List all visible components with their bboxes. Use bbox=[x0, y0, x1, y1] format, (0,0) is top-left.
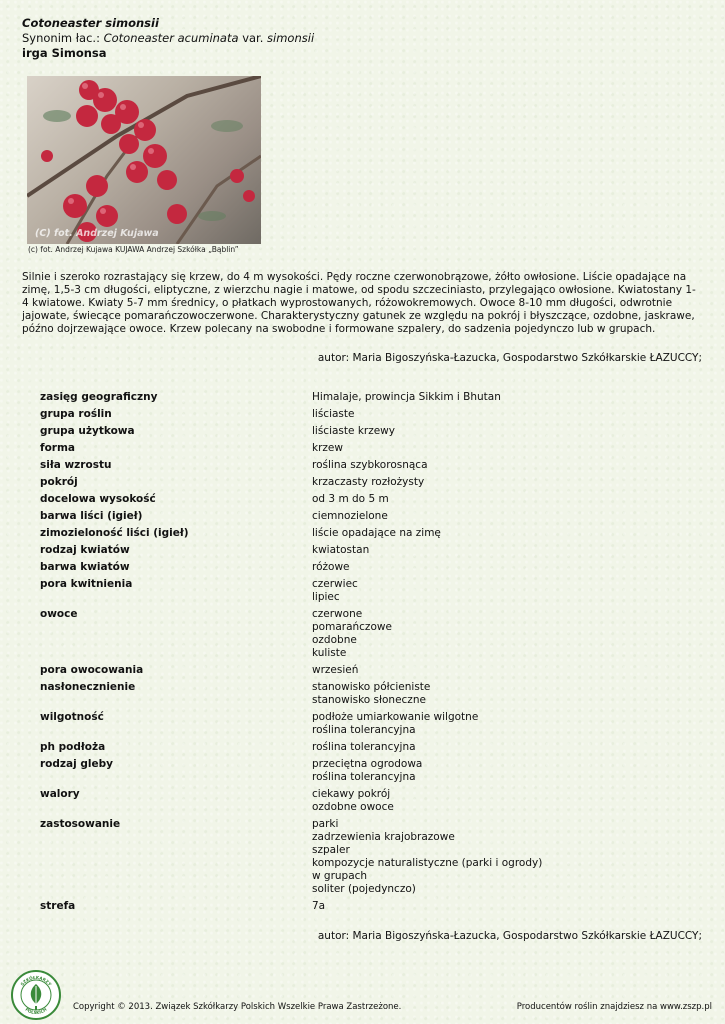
property-values bbox=[312, 476, 680, 489]
property-label: walory bbox=[40, 788, 80, 800]
property-value: kuliste bbox=[312, 647, 347, 659]
property-value: roślina szybkorosnąca bbox=[312, 459, 428, 471]
property-value: stanowisko półcieniste bbox=[312, 681, 431, 693]
property-label: rodzaj gleby bbox=[40, 758, 113, 770]
polish-name: irga Simonsa bbox=[22, 46, 107, 60]
plant-photo bbox=[27, 76, 261, 244]
property-value: ciemnozielone bbox=[312, 510, 388, 522]
property-values bbox=[312, 608, 680, 660]
property-value: stanowisko słoneczne bbox=[312, 694, 426, 706]
property-label: barwa kwiatów bbox=[40, 561, 130, 573]
property-value: od 3 m do 5 m bbox=[312, 493, 389, 505]
property-value: ozdobne owoce bbox=[312, 801, 394, 813]
property-row bbox=[40, 608, 680, 660]
property-value: liściaste krzewy bbox=[312, 425, 395, 437]
property-values bbox=[312, 510, 680, 523]
property-values bbox=[312, 391, 680, 404]
property-row bbox=[40, 476, 680, 489]
property-row bbox=[40, 681, 680, 707]
property-values bbox=[312, 900, 680, 913]
property-label: siła wzrostu bbox=[40, 459, 112, 471]
property-label: grupa roślin bbox=[40, 408, 112, 420]
property-values bbox=[312, 459, 680, 472]
property-row bbox=[40, 578, 680, 604]
plant-header bbox=[22, 16, 314, 61]
property-values bbox=[312, 527, 680, 540]
property-value: roślina tolerancyjna bbox=[312, 771, 416, 783]
property-value: różowe bbox=[312, 561, 350, 573]
property-row bbox=[40, 408, 680, 421]
property-value: w grupach bbox=[312, 870, 368, 882]
property-row bbox=[40, 425, 680, 438]
property-row bbox=[40, 741, 680, 754]
property-value: krzaczasty rozłożysty bbox=[312, 476, 425, 488]
property-row bbox=[40, 788, 680, 814]
synonym-line bbox=[22, 31, 314, 46]
property-row bbox=[40, 442, 680, 455]
property-value: parki bbox=[312, 818, 339, 830]
property-row bbox=[40, 900, 680, 913]
property-label: pora kwitnienia bbox=[40, 578, 133, 590]
property-value: krzew bbox=[312, 442, 343, 454]
synonym-name: Cotoneaster acuminata bbox=[103, 31, 239, 45]
property-values bbox=[312, 408, 680, 421]
property-label: docelowa wysokość bbox=[40, 493, 156, 505]
property-row bbox=[40, 391, 680, 404]
photo-caption: (c) fot. Andrzej Kujawa KUJAWA Andrzej Szkółka „Bąblin” bbox=[28, 245, 239, 254]
property-value: soliter (pojedynczo) bbox=[312, 883, 416, 895]
property-label: pokrój bbox=[40, 476, 78, 488]
property-values bbox=[312, 681, 680, 707]
property-value: roślina tolerancyjna bbox=[312, 741, 416, 753]
property-row bbox=[40, 510, 680, 523]
property-value: zadrzewienia krajobrazowe bbox=[312, 831, 455, 843]
property-row bbox=[40, 561, 680, 574]
logo-text-top: SZKÓŁKARZY bbox=[19, 974, 53, 987]
property-label: zimozieloność liści (igieł) bbox=[40, 527, 189, 539]
logo-text-bottom: POLSKICH bbox=[24, 1006, 48, 1016]
property-value: podłoże umiarkowanie wilgotne bbox=[312, 711, 479, 723]
copyright-text: Copyright © 2013. Związek Szkółkarzy Polskich Wszelkie Prawa Zastrzeżone. bbox=[73, 1002, 402, 1012]
synonym-prefix: Synonim łac.: bbox=[22, 31, 104, 45]
properties-table bbox=[40, 391, 680, 917]
property-row bbox=[40, 818, 680, 896]
synonym-epithet: simonsii bbox=[267, 31, 315, 45]
property-values bbox=[312, 442, 680, 455]
property-values bbox=[312, 664, 680, 677]
property-row bbox=[40, 459, 680, 472]
property-label: ph podłoża bbox=[40, 741, 106, 753]
property-values bbox=[312, 425, 680, 438]
synonym-var: var. bbox=[238, 31, 268, 45]
property-value: ciekawy pokrój bbox=[312, 788, 391, 800]
property-row bbox=[40, 758, 680, 784]
property-values bbox=[312, 561, 680, 574]
property-label: forma bbox=[40, 442, 75, 454]
property-values bbox=[312, 758, 680, 784]
property-value: ozdobne bbox=[312, 634, 357, 646]
property-value: liściaste bbox=[312, 408, 355, 420]
property-values bbox=[312, 788, 680, 814]
property-value: kwiatostan bbox=[312, 544, 370, 556]
photo-watermark: (C) fot. Andrzej Kujawa bbox=[35, 228, 159, 239]
producers-link[interactable]: Producentów roślin znajdziesz na www.zszp.pl bbox=[516, 1002, 712, 1012]
property-value: kompozycje naturalistyczne (parki i ogrody) bbox=[312, 857, 543, 869]
property-row bbox=[40, 711, 680, 737]
property-row bbox=[40, 527, 680, 540]
berries-illustration bbox=[27, 76, 261, 244]
property-value: pomarańczowe bbox=[312, 621, 392, 633]
property-label: wilgotność bbox=[40, 711, 104, 723]
property-value: roślina tolerancyjna bbox=[312, 724, 416, 736]
property-values bbox=[312, 578, 680, 604]
property-value: wrzesień bbox=[312, 664, 359, 676]
property-label: strefa bbox=[40, 900, 76, 912]
property-value: lipiec bbox=[312, 591, 340, 603]
property-label: owoce bbox=[40, 608, 78, 620]
property-values bbox=[312, 711, 680, 737]
property-values bbox=[312, 818, 680, 896]
property-label: barwa liści (igieł) bbox=[40, 510, 143, 522]
property-value: przeciętna ogrodowa bbox=[312, 758, 423, 770]
property-value: szpaler bbox=[312, 844, 350, 856]
author-bottom: autor: Maria Bigoszyńska-Łazucka, Gospodarstwo Szkółkarskie ŁAZUCCY; bbox=[317, 930, 702, 942]
property-label: nasłonecznienie bbox=[40, 681, 136, 693]
property-label: pora owocowania bbox=[40, 664, 144, 676]
property-label: zastosowanie bbox=[40, 818, 121, 830]
property-value: 7a bbox=[312, 900, 326, 912]
property-values bbox=[312, 544, 680, 557]
footer bbox=[0, 965, 725, 1024]
property-row bbox=[40, 544, 680, 557]
property-label: zasięg geograficzny bbox=[40, 391, 158, 403]
property-label: rodzaj kwiatów bbox=[40, 544, 130, 556]
property-value: czerwone bbox=[312, 608, 363, 620]
property-label: grupa użytkowa bbox=[40, 425, 135, 437]
property-values bbox=[312, 741, 680, 754]
property-value: liście opadające na zimę bbox=[312, 527, 441, 539]
author-top: autor: Maria Bigoszyńska-Łazucka, Gospodarstwo Szkółkarskie ŁAZUCCY; bbox=[317, 352, 702, 364]
zszp-logo-icon bbox=[11, 970, 61, 1020]
property-values bbox=[312, 493, 680, 506]
property-row bbox=[40, 493, 680, 506]
plant-description: Silnie i szeroko rozrastający się krzew, do 4 m wysokości. Pędy roczne czerwonobrązowe, żółto owłosione. Liście opadające na zimę, 1,5-3 cm długości, eliptyczne, z wierzchu nagie i matowe, od spodu szczeciniasto, przylegająco owłosione. Kwiatostany 1-4 kwiatowe. Kwiaty 5-7 mm średnicy, o płatkach wyprostowanych, różowokremowych. Owoce 8-10 mm długości, odwrotnie jajowate, świecące pomarańczowoczerwone. Charakterystyczny gatunek ze względu na pokrój i błyszczące, ozdobne, jaskrawe, późno dojrzewające owoce. Krzew polecany na swobodne i formowane szpalery, do sadzenia pojedynczo lub w grupach. bbox=[22, 271, 696, 335]
property-row bbox=[40, 664, 680, 677]
property-value: Himalaje, prowincja Sikkim i Bhutan bbox=[312, 391, 501, 403]
property-value: czerwiec bbox=[312, 578, 358, 590]
latin-name: Cotoneaster simonsii bbox=[22, 16, 159, 30]
